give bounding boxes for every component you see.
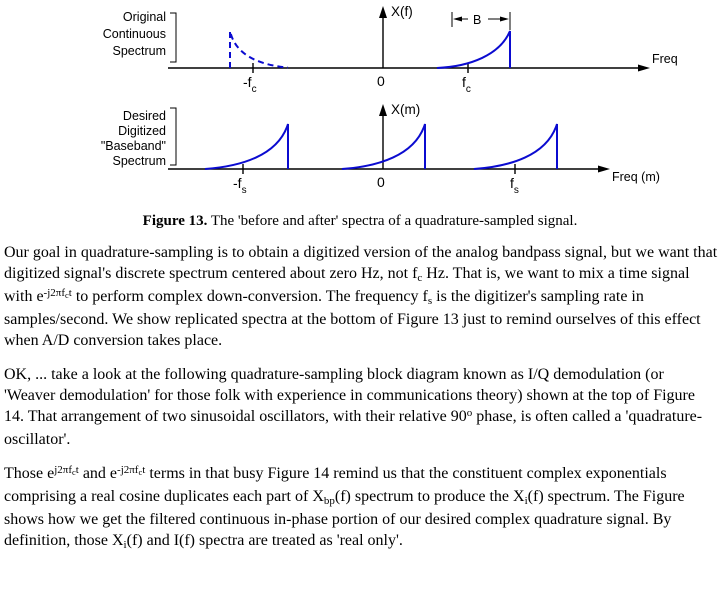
bottom-spectrum-diagram — [101, 102, 660, 196]
top-tick-label-neg-fc: $-f_c$ — [243, 74, 257, 95]
top-tick-label-pos-fc: $f_c$ — [462, 74, 471, 95]
bottom-tick-label-pos-fs: $f_s$ — [510, 175, 519, 196]
sup-run: t — [142, 464, 146, 476]
paragraph — [4, 364, 718, 450]
top-side-label-line: Original — [122, 10, 166, 24]
top-spectrum-diagram — [103, 4, 678, 95]
figure-13 — [0, 0, 720, 204]
text-run: phase, is often called a 'quadrature-oscillator'. — [4, 408, 703, 448]
bottom-y-axis-label: X(m) — [391, 102, 421, 117]
bottom-tick-label-neg-fs: $-f_s$ — [233, 175, 247, 196]
figure-caption-text: The 'before and after' spectra of a quadrature-sampled signal. — [207, 213, 578, 229]
top-y-axis-label: X(f) — [391, 4, 413, 19]
sub-run: i — [123, 539, 127, 551]
text-run: OK, ... take a look at the following quadrature-sampling block diagram known as I/Q demodulation (or 'Weaver demodulation' for those folk with experience in communications theory) shown at the top of Figure 14. That arrangement of two sinusoidal oscillators, with their relative 90 — [4, 366, 695, 425]
sup-run: t — [68, 287, 72, 299]
text-run: Hz. That is, we want to mix a time signal with e — [4, 265, 690, 305]
text-run: Those e — [4, 465, 55, 482]
paragraph — [4, 242, 718, 351]
sup-run: -j2πf — [117, 464, 139, 476]
bottom-x-axis-label: Freq (m) — [612, 170, 660, 184]
sup-run: t — [75, 464, 79, 476]
supsub-run: c — [64, 289, 69, 300]
top-tick-label-zero: 0 — [377, 73, 385, 89]
sup-run: o — [466, 407, 473, 419]
sub-run: s — [427, 295, 433, 307]
bottom-y-axis-arrow-icon — [379, 104, 387, 116]
sub-run: bp — [323, 495, 335, 507]
supsub-run: c — [138, 466, 143, 477]
bandwidth-label: B — [473, 13, 482, 27]
bottom-side-label-line: Spectrum — [112, 154, 166, 168]
sub-run: c — [417, 272, 423, 284]
bottom-side-label-line: Digitized — [118, 124, 166, 138]
text-run: (f) spectrum. The Figure shows how we get the filtered continuous in-phase portion of our desired complex quadrature signal. By definition, those X — [4, 488, 685, 549]
top-x-axis-label: Freq — [652, 52, 678, 66]
body-text — [0, 242, 720, 553]
text-run: Our goal in quadrature-sampling is to obtain a digitized version of the analog bandpass signal, but we want that digitized signal's discrete spectrum centered about zero Hz, not f — [4, 244, 718, 282]
text-run: (f) and I(f) spectra are treated as 'real only'. — [126, 532, 403, 549]
sub-run: i — [524, 495, 528, 507]
text-run: terms in that busy Figure 14 remind us that the constituent complex exponentials comprising a real cosine duplicates each part of X — [4, 465, 667, 505]
bottom-x-axis-arrow-icon — [598, 166, 610, 173]
sup-run: -j2πf — [43, 287, 65, 299]
replica-spectrum-pos-fs — [474, 124, 557, 169]
figure-caption-number: Figure 13. — [142, 213, 208, 229]
figure-caption — [0, 213, 720, 230]
bottom-label-bracket — [170, 108, 176, 165]
paragraph — [4, 463, 718, 553]
top-y-axis-arrow-icon — [379, 6, 387, 18]
text-run: (f) spectrum to produce the X — [334, 488, 525, 505]
text-run: and e — [78, 465, 118, 482]
bottom-tick-label-zero: 0 — [377, 174, 385, 190]
bandwidth-right-arrow-icon — [500, 17, 509, 22]
positive-frequency-spectrum — [437, 31, 510, 68]
sup-run: j2πf — [54, 464, 72, 476]
text-run: is the digitizer's sampling rate in samples/second. We show replicated spectra at the bottom of Figure 13 just to remind ourselves of this effect when A/D conversion takes place. — [4, 288, 701, 349]
bottom-side-label-line: Desired — [122, 109, 166, 123]
top-side-label-line: Continuous — [102, 27, 166, 41]
negative-frequency-spectrum-dashed — [230, 31, 288, 68]
replica-spectrum-neg-fs — [205, 124, 288, 169]
bottom-side-label-line: "Baseband" — [100, 139, 166, 153]
supsub-run: c — [71, 466, 76, 477]
top-label-bracket — [170, 13, 176, 62]
top-side-label-line: Spectrum — [112, 44, 166, 58]
text-run: to perform complex down-conversion. The frequency f — [71, 288, 428, 305]
bandwidth-left-arrow-icon — [453, 17, 462, 22]
top-x-axis-arrow-icon — [638, 65, 650, 72]
